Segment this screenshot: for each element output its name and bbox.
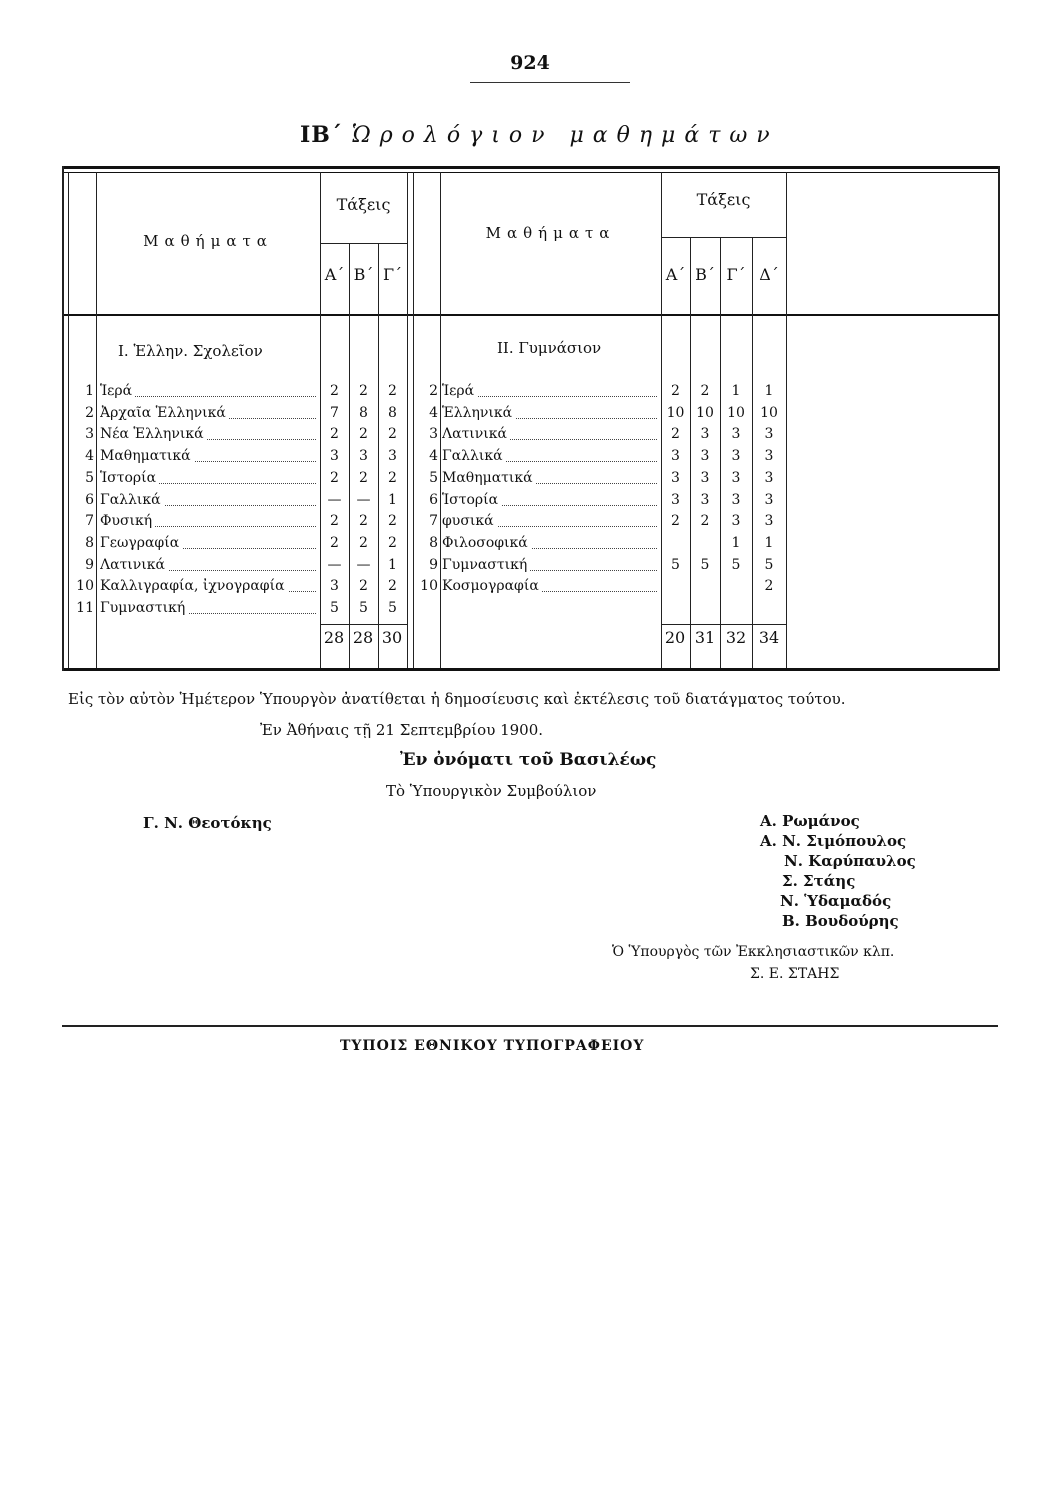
left-hours-cell: 2 [359, 578, 368, 595]
right-hours-cell: 3 [700, 469, 710, 486]
left-hours-cell: 2 [388, 534, 397, 551]
left-class-b: Β΄ [353, 265, 374, 284]
title-label: ΙΒ΄ [300, 122, 343, 148]
left-row-subject [100, 576, 316, 597]
right-row-number: 6 [429, 491, 438, 508]
right-row-subject [442, 468, 657, 489]
left-subject-label: Νέα Ἑλληνικά [100, 426, 207, 442]
left-subject-label: Ἱερά [100, 383, 135, 399]
left-row-subject [100, 511, 316, 532]
left-hours-cell: — [327, 491, 342, 508]
left-hours-cell: — [356, 556, 371, 573]
right-classes-header: Τάξεις [696, 190, 751, 209]
right-total-b: 31 [694, 628, 716, 647]
right-hours-cell [690, 576, 720, 597]
left-row-subject [100, 403, 316, 424]
signatory: Ν. Ὑδαμαδός [780, 892, 892, 910]
imprint: ΤΥΠΟΙΣ ΕΘΝΙΚΟΥ ΤΥΠΟΓΡΑΦΕΙΟΥ [340, 1038, 645, 1054]
right-total-d: 34 [758, 628, 780, 647]
left-signature: Γ. Ν. Θεοτόκης [143, 814, 272, 832]
signatory: Β. Βουδούρης [782, 912, 899, 930]
left-hours-cell: 2 [330, 513, 339, 530]
left-row-number: 7 [85, 513, 94, 530]
left-row-number: 8 [85, 534, 94, 551]
left-hours-cell: 1 [388, 491, 397, 508]
right-hours-cell: 2 [700, 383, 710, 399]
right-subject-label: Μαθηματικά [442, 470, 536, 486]
left-hours-cell: — [356, 491, 371, 508]
left-row-subject [100, 381, 316, 402]
page-number-rule [470, 82, 630, 83]
right-subject-label: Γυμναστική [442, 557, 530, 573]
right-hours-cell: 3 [731, 491, 741, 508]
left-row-number: 10 [76, 578, 94, 595]
title-words: Ὡρολόγιον μαθημάτων [351, 123, 779, 148]
right-hours-cell: 5 [700, 556, 710, 573]
left-hours-cell: 1 [388, 556, 397, 573]
table-bottom-rule [62, 668, 1000, 671]
right-hours-cell: 3 [764, 513, 774, 530]
left-row-number: 9 [85, 556, 94, 573]
left-hours-cell: 3 [359, 448, 368, 465]
left-row-number: 3 [85, 426, 94, 443]
royal-line: Ἐν ὀνόματι τοῦ Βασιλέως [400, 750, 657, 770]
right-row-number: 9 [429, 556, 438, 573]
left-hours-cell: 2 [359, 426, 368, 443]
date-line: Ἐν Ἀθήναις τῇ 21 Σεπτεμβρίου 1900. [260, 721, 544, 739]
right-hours-cell: 3 [764, 426, 774, 443]
right-hours-cell: 10 [727, 404, 745, 421]
signatory: Σ. Στάης [782, 872, 856, 890]
right-hours-cell: 2 [671, 426, 680, 443]
left-hours-cell: 5 [388, 600, 397, 616]
left-row-number: 1 [85, 383, 94, 399]
left-total-b: 28 [352, 628, 374, 647]
signatory: Ν. Καρύπαυλος [784, 852, 916, 870]
right-subject-label: Ἱερά [442, 383, 477, 399]
right-hours-cell: 3 [731, 513, 741, 530]
signatory: Α. Ρωμάνος [760, 812, 860, 830]
left-subject-label: Γεωγραφία [100, 535, 182, 551]
left-row-subject [100, 446, 316, 467]
left-subjects-header: Μαθήματα [143, 232, 273, 250]
left-row-subject [100, 533, 316, 554]
left-hours-cell: — [327, 556, 342, 573]
right-hours-cell: 3 [700, 448, 710, 465]
right-hours-cell: 10 [696, 404, 714, 421]
right-hours-cell: 2 [764, 578, 774, 595]
left-subject-label: Ἀρχαῖα Ἑλληνικά [100, 405, 229, 421]
right-hours-cell: 2 [671, 513, 680, 530]
left-hours-cell: 2 [388, 469, 397, 486]
left-class-a: Α΄ [324, 265, 345, 284]
right-hours-cell: 1 [764, 534, 774, 551]
left-row-number: 2 [85, 404, 94, 421]
right-subjects-header: Μαθήματα [485, 224, 616, 242]
left-total-c: 30 [381, 628, 403, 647]
right-hours-cell: 5 [731, 556, 741, 573]
right-hours-cell: 3 [671, 491, 680, 508]
right-row-number: 8 [429, 534, 438, 551]
page-number: 924 [510, 52, 550, 74]
right-hours-cell: 3 [731, 426, 741, 443]
left-hours-cell: 2 [330, 534, 339, 551]
right-row-subject [442, 490, 657, 511]
left-hours-cell: 3 [330, 448, 339, 465]
right-subject-label: Ἑλληνικά [442, 405, 515, 421]
right-row-subject [442, 533, 657, 554]
right-hours-cell: 3 [764, 491, 774, 508]
left-subject-label: Λατινικά [100, 557, 168, 573]
right-hours-cell: 3 [731, 448, 741, 465]
left-hours-cell: 2 [388, 426, 397, 443]
right-class-a: Α΄ [665, 265, 686, 284]
left-hours-cell: 5 [359, 600, 368, 616]
right-row-subject [442, 403, 657, 424]
left-hours-cell: 7 [330, 404, 339, 421]
right-hours-cell [720, 576, 752, 597]
left-hours-cell: 2 [330, 426, 339, 443]
header-rule [62, 314, 1000, 316]
right-total-c: 32 [725, 628, 747, 647]
left-subject-label: Καλλιγραφία, ἰχνογραφία [100, 578, 288, 594]
left-hours-cell: 8 [388, 404, 397, 421]
left-subject-label: Γυμναστική [100, 600, 188, 616]
left-classes-header: Τάξεις [336, 195, 391, 214]
right-hours-cell: 1 [731, 534, 741, 551]
minister-name: Σ. Ε. ΣΤΑΗΣ [750, 966, 840, 982]
left-hours-cell: 2 [330, 469, 339, 486]
right-subject-label: Γαλλικά [442, 448, 506, 464]
right-total-a: 20 [664, 628, 686, 647]
left-class-c: Γ΄ [382, 265, 403, 284]
left-hours-cell: 8 [359, 404, 368, 421]
table-top-rule [62, 166, 1000, 169]
right-row-subject [442, 511, 657, 532]
left-subject-label: Μαθηματικά [100, 448, 194, 464]
left-row-number: 6 [85, 491, 94, 508]
right-class-c: Γ΄ [726, 265, 746, 284]
left-row-subject [100, 424, 316, 445]
right-hours-cell: 3 [671, 469, 680, 486]
left-total-a: 28 [323, 628, 345, 647]
right-hours-cell [690, 533, 720, 554]
right-row-number: 4 [429, 404, 438, 421]
right-hours-cell: 10 [760, 404, 778, 421]
right-subject-label: Φιλοσοφικά [442, 535, 531, 551]
footer-rule [62, 1025, 998, 1027]
right-row-number: 2 [429, 383, 438, 399]
left-hours-cell: 2 [388, 578, 397, 595]
right-hours-cell: 5 [764, 556, 774, 573]
right-subject-label: Κοσμογραφία [442, 578, 542, 594]
right-row-subject [442, 555, 657, 576]
page-title [300, 122, 840, 148]
left-row-number: 4 [85, 448, 94, 465]
right-subject-label: Λατινικά [442, 426, 510, 442]
left-hours-cell: 2 [359, 469, 368, 486]
right-hours-cell: 2 [700, 513, 710, 530]
right-class-d: Δ΄ [759, 265, 779, 284]
left-section-heading: Ι. Ἑλλην. Σχολεῖον [118, 342, 263, 360]
left-subject-label: Φυσική [100, 513, 155, 529]
right-class-b: Β΄ [695, 265, 715, 284]
closing-text: Εἰς τὸν αὐτὸν Ἡμέτερον Ὑπουργὸν ἀνατίθεται ἡ δημοσίευσις καὶ ἐκτέλεσις τοῦ διατάγματος τούτου. [68, 690, 846, 708]
right-row-number: 4 [429, 448, 438, 465]
left-row-subject [100, 598, 316, 619]
left-row-subject [100, 490, 316, 511]
right-hours-cell: 5 [671, 556, 680, 573]
right-hours-cell: 2 [671, 383, 680, 399]
left-hours-cell: 2 [359, 513, 368, 530]
right-section-heading: ΙΙ. Γυμνάσιον [497, 339, 602, 357]
right-subject-label: Ἱστορία [442, 492, 501, 508]
left-row-subject [100, 468, 316, 489]
right-hours-cell: 3 [700, 491, 710, 508]
left-hours-cell: 5 [330, 600, 339, 616]
left-hours-cell: 3 [388, 448, 397, 465]
right-row-subject [442, 576, 657, 597]
right-hours-cell: 3 [731, 469, 741, 486]
right-row-number: 7 [429, 513, 438, 530]
right-row-number: 3 [429, 426, 438, 443]
left-hours-cell: 2 [330, 383, 339, 399]
right-hours-cell: 3 [671, 448, 680, 465]
right-subject-label: φυσικά [442, 513, 497, 529]
council-line: Τὸ Ὑπουργικὸν Συμβούλιον [386, 782, 597, 800]
left-hours-cell: 2 [359, 383, 368, 399]
left-hours-cell: 2 [359, 534, 368, 551]
left-row-number: 11 [76, 600, 94, 616]
right-hours-cell: 3 [764, 469, 774, 486]
left-subject-label: Γαλλικά [100, 492, 164, 508]
right-row-subject [442, 381, 657, 402]
right-row-number: 10 [420, 578, 438, 595]
left-hours-cell: 2 [388, 383, 397, 399]
left-hours-cell: 3 [330, 578, 339, 595]
right-row-number: 5 [429, 469, 438, 486]
right-hours-cell: 10 [666, 404, 685, 421]
right-row-subject [442, 446, 657, 467]
minister-title: Ὁ Ὑπουργὸς τῶν Ἐκκλησιαστικῶν κλπ. [612, 944, 895, 960]
right-hours-cell: 3 [764, 448, 774, 465]
left-row-number: 5 [85, 469, 94, 486]
left-row-subject [100, 555, 316, 576]
right-hours-cell: 1 [731, 383, 741, 399]
right-hours-cell [661, 533, 690, 554]
left-subject-label: Ἱστορία [100, 470, 159, 486]
right-hours-cell [661, 576, 690, 597]
right-row-subject [442, 424, 657, 445]
left-hours-cell: 2 [388, 513, 397, 530]
signatory: Α. Ν. Σιμόπουλος [760, 832, 907, 850]
right-hours-cell: 3 [700, 426, 710, 443]
right-hours-cell: 1 [764, 383, 774, 399]
